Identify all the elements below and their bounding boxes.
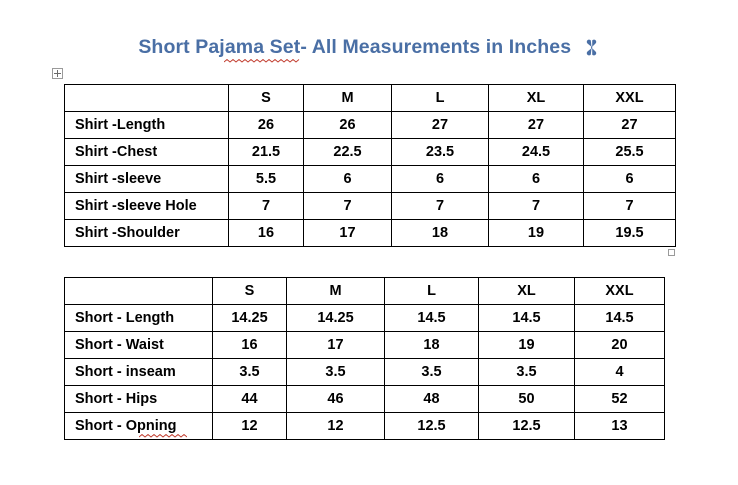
- column-header-l: L: [385, 278, 479, 305]
- measurement-cell: 6: [392, 166, 489, 193]
- row-label: Shirt -sleeve: [65, 166, 229, 193]
- row-label: Short - inseam: [65, 359, 213, 386]
- clover-icon: [583, 39, 600, 56]
- column-header-l: L: [392, 85, 489, 112]
- row-label: Short - Length: [65, 305, 213, 332]
- measurement-cell: 4: [575, 359, 665, 386]
- measurement-cell: 52: [575, 386, 665, 413]
- measurement-cell: 18: [392, 220, 489, 247]
- column-header-m: M: [304, 85, 392, 112]
- table-row: [65, 386, 665, 413]
- measurement-cell: 44: [213, 386, 287, 413]
- page-title: [0, 36, 738, 59]
- measurement-cell: 25.5: [584, 139, 676, 166]
- table-header-row: [65, 85, 676, 112]
- table-row: [65, 193, 676, 220]
- measurement-cell: 50: [479, 386, 575, 413]
- measurement-cell: 6: [489, 166, 584, 193]
- measurement-cell: 6: [584, 166, 676, 193]
- table-row: [65, 112, 676, 139]
- measurement-cell: 19: [489, 220, 584, 247]
- measurement-cell: 7: [489, 193, 584, 220]
- row-label: Shirt -sleeve Hole: [65, 193, 229, 220]
- table-row: [65, 359, 665, 386]
- table-row: [65, 220, 676, 247]
- measurement-cell: 19: [479, 332, 575, 359]
- measurement-cell: 5.5: [229, 166, 304, 193]
- measurement-cell: 7: [392, 193, 489, 220]
- row-label: Short - Opning: [65, 413, 213, 440]
- table-row: [65, 166, 676, 193]
- row-label: Short - Waist: [65, 332, 213, 359]
- measurement-cell: 16: [229, 220, 304, 247]
- table-header-row: [65, 278, 665, 305]
- measurement-cell: 12: [287, 413, 385, 440]
- measurement-cell: 3.5: [287, 359, 385, 386]
- measurement-cell: 46: [287, 386, 385, 413]
- measurement-cell: 14.25: [213, 305, 287, 332]
- page-title-text: Short Pajama Set- All Measurements in Inches: [138, 36, 572, 58]
- spellcheck-squiggle: [139, 434, 187, 438]
- column-header-xxl: XXL: [575, 278, 665, 305]
- row-label: Short - Hips: [65, 386, 213, 413]
- measurement-cell: 12.5: [385, 413, 479, 440]
- measurement-cell: 27: [489, 112, 584, 139]
- column-header-m: M: [287, 278, 385, 305]
- measurement-cell: 14.5: [479, 305, 575, 332]
- table-corner-cell: [65, 85, 229, 112]
- table-row: [65, 305, 665, 332]
- row-label: Shirt -Chest: [65, 139, 229, 166]
- measurement-cell: 3.5: [479, 359, 575, 386]
- table-resize-handle[interactable]: [668, 249, 675, 256]
- short-table-body: [65, 278, 665, 440]
- measurement-cell: 18: [385, 332, 479, 359]
- measurement-cell: 24.5: [489, 139, 584, 166]
- measurement-cell: 20: [575, 332, 665, 359]
- spellcheck-squiggle: [224, 59, 300, 63]
- table-row: [65, 332, 665, 359]
- measurement-cell: 16: [213, 332, 287, 359]
- measurement-cell: 21.5: [229, 139, 304, 166]
- shirt-table-body: [65, 85, 676, 247]
- measurement-cell: 6: [304, 166, 392, 193]
- table-row: [65, 413, 665, 440]
- measurement-cell: 17: [304, 220, 392, 247]
- column-header-xl: XL: [479, 278, 575, 305]
- shirt-measurements-table: [64, 84, 676, 247]
- table-corner-cell: [65, 278, 213, 305]
- measurement-cell: 14.5: [575, 305, 665, 332]
- row-label: Shirt -Shoulder: [65, 220, 229, 247]
- measurement-cell: 14.25: [287, 305, 385, 332]
- column-header-s: S: [213, 278, 287, 305]
- measurement-cell: 26: [304, 112, 392, 139]
- measurement-cell: 19.5: [584, 220, 676, 247]
- table-row: [65, 139, 676, 166]
- measurement-cell: 27: [584, 112, 676, 139]
- measurement-cell: 13: [575, 413, 665, 440]
- measurement-cell: 7: [304, 193, 392, 220]
- measurement-cell: 14.5: [385, 305, 479, 332]
- measurement-cell: 27: [392, 112, 489, 139]
- measurement-cell: 3.5: [213, 359, 287, 386]
- measurement-cell: 23.5: [392, 139, 489, 166]
- measurement-cell: 7: [229, 193, 304, 220]
- measurement-cell: 3.5: [385, 359, 479, 386]
- measurement-cell: 17: [287, 332, 385, 359]
- measurement-cell: 22.5: [304, 139, 392, 166]
- measurement-cell: 26: [229, 112, 304, 139]
- measurement-cell: 12.5: [479, 413, 575, 440]
- measurement-cell: 12: [213, 413, 287, 440]
- measurement-cell: 7: [584, 193, 676, 220]
- column-header-xl: XL: [489, 85, 584, 112]
- row-label: Shirt -Length: [65, 112, 229, 139]
- measurement-cell: 48: [385, 386, 479, 413]
- short-measurements-table: [64, 277, 665, 440]
- table-move-handle[interactable]: [52, 68, 63, 79]
- column-header-s: S: [229, 85, 304, 112]
- column-header-xxl: XXL: [584, 85, 676, 112]
